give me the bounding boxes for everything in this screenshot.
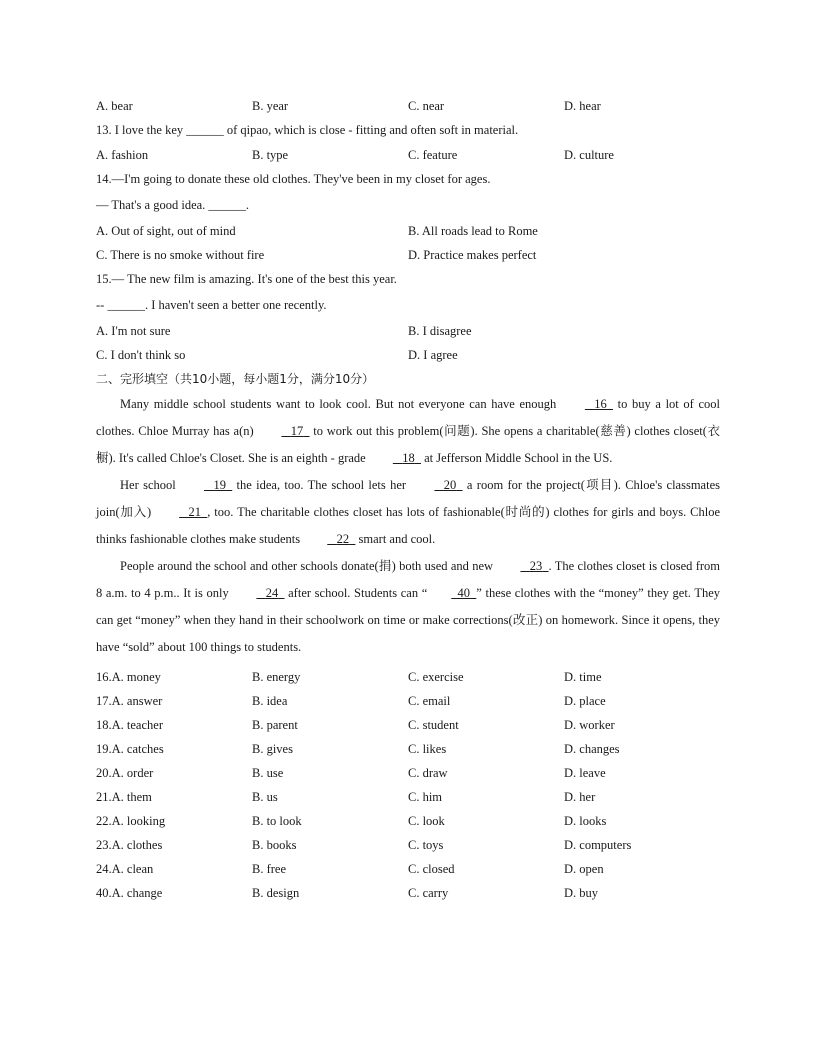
passage-text: Her school	[120, 478, 181, 492]
option-d: D. I agree	[408, 347, 458, 362]
passage-text: the idea, too. The school lets her	[232, 478, 411, 492]
passage-text: at Jefferson Middle School in the US.	[420, 451, 613, 465]
option-c: C. look	[408, 813, 445, 828]
option-b: B. gives	[252, 741, 293, 756]
option-d: D. worker	[564, 717, 615, 732]
option-d: D. hear	[564, 98, 601, 113]
option-c: C. carry	[408, 885, 449, 900]
passage-text: a room for the project(项目). Chloe's classmates join(加入)	[96, 478, 720, 519]
blank-17: 17	[290, 424, 304, 438]
q14-line1: 14.—I'm going to donate these old clothes. They've been in my closet for ages.	[96, 172, 491, 186]
passage-text: smart and cool.	[355, 532, 436, 546]
option-d: D. leave	[564, 765, 606, 780]
option-c: C. feature	[408, 147, 458, 162]
option-d: D. computers	[564, 837, 632, 852]
option-b: B. idea	[252, 693, 288, 708]
cloze-option-row-22	[96, 809, 720, 833]
option-d: D. open	[564, 861, 604, 876]
q13-options	[96, 143, 720, 167]
option-a: 22.A. looking	[96, 813, 166, 828]
q15-options-row1	[96, 319, 720, 343]
option-b: B. use	[252, 765, 284, 780]
q14-options-row1	[96, 219, 720, 243]
q13-stem: 13. I love the key ______ of qipao, which is close - fitting and often soft in material.	[96, 123, 519, 137]
q15-line2: -- ______. I haven't seen a better one recently.	[96, 298, 327, 312]
option-b: B. year	[252, 98, 289, 113]
option-a: 23.A. clothes	[96, 837, 163, 852]
option-a: A. Out of sight, out of mind	[96, 223, 236, 238]
option-b: B. parent	[252, 717, 298, 732]
option-a: 16.A. money	[96, 669, 161, 684]
option-d: D. her	[564, 789, 596, 804]
q15-line1: 15.— The new film is amazing. It's one of the best this year.	[96, 272, 397, 286]
option-a: 20.A. order	[96, 765, 154, 780]
option-d: D. looks	[564, 813, 607, 828]
q14-options-row2	[96, 243, 720, 267]
blank-18: 18	[402, 451, 415, 465]
blank-19: 19	[213, 478, 226, 492]
blank-23: 23	[529, 559, 543, 573]
option-c: C. likes	[408, 741, 447, 756]
option-b: B. design	[252, 885, 300, 900]
passage-text: . The clothes closet is closed from 8 a.m. to 4 p.m.. It is only	[96, 559, 720, 600]
cloze-options	[96, 665, 720, 905]
option-d: D. Practice makes perfect	[408, 247, 537, 262]
cloze-option-row-21	[96, 785, 720, 809]
cloze-option-row-40	[96, 881, 720, 905]
option-b: B. I disagree	[408, 323, 472, 338]
option-c: C. I don't think so	[96, 347, 186, 362]
cloze-option-row-19	[96, 737, 720, 761]
cloze-option-row-18	[96, 713, 720, 737]
blank-20: 20	[443, 478, 457, 492]
option-a: 18.A. teacher	[96, 717, 163, 732]
option-a: A. fashion	[96, 147, 149, 162]
option-a: 21.A. them	[96, 789, 152, 804]
option-c: C. email	[408, 693, 451, 708]
cloze-option-row-24	[96, 857, 720, 881]
passage-text: to buy a lot of cool clothes. Chloe Murray has a(n)	[96, 397, 720, 438]
option-a: 24.A. clean	[96, 861, 154, 876]
option-c: C. exercise	[408, 669, 464, 684]
cloze-option-row-16	[96, 665, 720, 689]
passage-text: , too. The charitable clothes closet has lots of fashionable(时尚的) clothes for girls and boys. Chloe thinks fashionable clothes make students	[96, 505, 720, 546]
passage-paragraph-3	[96, 553, 720, 661]
option-b: B. type	[252, 147, 289, 162]
cloze-option-row-23	[96, 833, 720, 857]
option-d: D. culture	[564, 147, 614, 162]
blank-40: 40	[457, 586, 471, 600]
option-d: D. time	[564, 669, 602, 684]
option-a: 40.A. change	[96, 885, 163, 900]
option-c: C. toys	[408, 837, 444, 852]
option-c: C. closed	[408, 861, 455, 876]
passage-paragraph-1	[96, 391, 720, 472]
passage-text: People around the school and other schools donate(捐) both used and new	[120, 559, 497, 573]
option-b: B. us	[252, 789, 278, 804]
passage-paragraph-2	[96, 472, 720, 553]
option-b: B. energy	[252, 669, 301, 684]
q12-options	[96, 94, 720, 118]
blank-24: 24	[265, 586, 279, 600]
cloze-option-row-20	[96, 761, 720, 785]
option-b: B. All roads lead to Rome	[408, 223, 538, 238]
option-c: C. draw	[408, 765, 448, 780]
option-c: C. him	[408, 789, 443, 804]
q15-options-row2	[96, 343, 720, 367]
option-b: B. to look	[252, 813, 302, 828]
option-b: B. free	[252, 861, 287, 876]
passage-text: Many middle school students want to look cool. But not everyone can have enough	[120, 397, 561, 411]
cloze-option-row-17	[96, 689, 720, 713]
passage-text: to work out this problem(问题). She opens a charitable(慈善) clothes closet(衣橱). It's called Chloe's Closet. She is an eighth - grade	[96, 424, 720, 465]
q14-line2: — That's a good idea. ______.	[96, 198, 250, 212]
option-a: A. I'm not sure	[96, 323, 171, 338]
option-c: C. near	[408, 98, 445, 113]
blank-22: 22	[336, 532, 350, 546]
blank-21: 21	[188, 505, 201, 519]
option-c: C. There is no smoke without fire	[96, 247, 265, 262]
option-a: A. bear	[96, 98, 133, 113]
option-a: 17.A. answer	[96, 693, 163, 708]
section-heading: 二、完形填空（共10小题，每小题1分，满分10分）	[96, 372, 375, 386]
passage-text: after school. Students can “	[284, 586, 428, 600]
blank-16: 16	[594, 397, 607, 411]
exam-content	[96, 94, 720, 905]
option-d: D. changes	[564, 741, 620, 756]
option-c: C. student	[408, 717, 459, 732]
passage-text: ” these clothes with the “money” they get. They can get “money” when they hand in their schoolwork on time or make corrections(改正) on homework. Since it opens, they have “sold” about 100 things to students.	[96, 586, 721, 654]
option-b: B. books	[252, 837, 297, 852]
option-a: 19.A. catches	[96, 741, 164, 756]
option-d: D. buy	[564, 885, 599, 900]
option-d: D. place	[564, 693, 606, 708]
